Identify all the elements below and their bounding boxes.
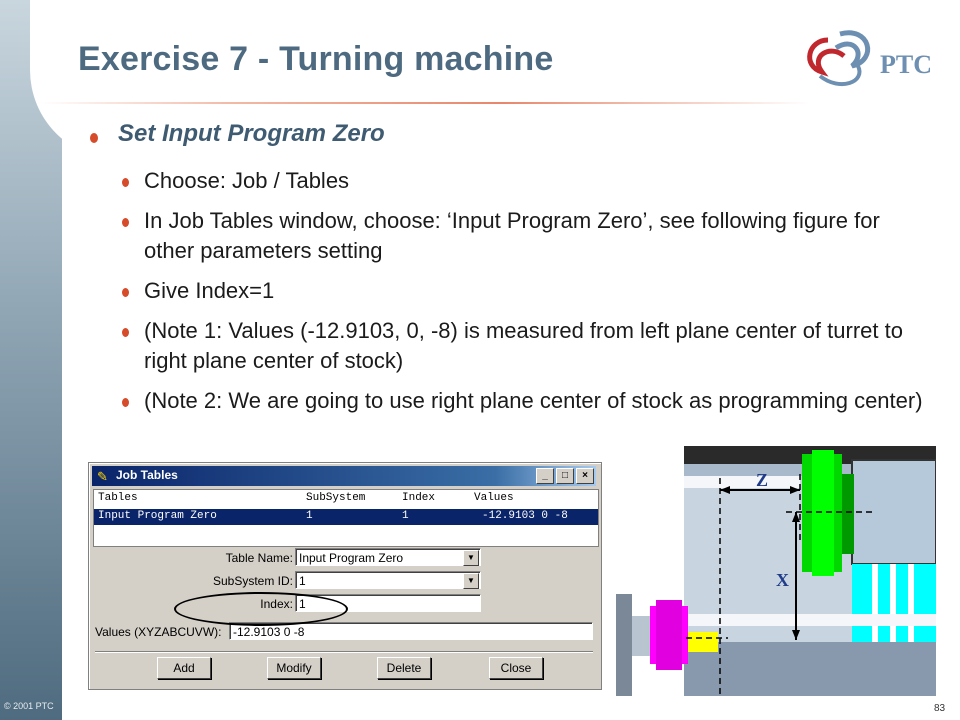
add-button[interactable]: Add — [157, 657, 211, 679]
slide-title: Exercise 7 - Turning machine — [78, 40, 554, 78]
button-separator — [95, 651, 593, 653]
bullet-dot-icon — [90, 133, 98, 143]
spindle-housing — [616, 594, 632, 696]
machine-rail-highlight — [684, 476, 800, 488]
index-label: Index: — [260, 597, 293, 611]
slide-content — [88, 120, 928, 426]
table-name-select[interactable] — [295, 548, 481, 566]
window-titlebar[interactable] — [92, 466, 596, 486]
bullet-dot-icon — [122, 218, 129, 227]
machine-base — [684, 642, 936, 696]
close-icon[interactable]: × — [576, 468, 594, 484]
x-label: X — [776, 570, 789, 590]
sub-bullet — [88, 166, 928, 196]
window-app-icon: ✎ — [97, 469, 108, 484]
chevron-down-icon[interactable]: ▼ — [463, 573, 479, 589]
cell-values: -12.9103 0 -8 — [482, 510, 568, 522]
sub-bullet — [88, 276, 928, 306]
bullet-dot-icon — [122, 328, 129, 337]
sub-bullet-text: Give Index=1 — [144, 278, 275, 303]
col-header-index[interactable]: Index — [402, 492, 436, 504]
col-header-tables[interactable]: Tables — [98, 492, 138, 504]
tables-list[interactable] — [93, 489, 599, 547]
values-label: Values (XYZABCUVW): — [95, 625, 222, 639]
machine-right-block — [852, 460, 936, 564]
cell-index: 1 — [402, 510, 409, 522]
sub-bullet-text: In Job Tables window, choose: ‘Input Program Zero’, see following figure for other parameters setting — [144, 208, 880, 263]
index-highlight-ellipse — [174, 592, 348, 626]
window-title: Job Tables — [116, 468, 178, 482]
cell-table: Input Program Zero — [98, 510, 217, 522]
col-header-subsystem[interactable]: SubSystem — [306, 492, 366, 504]
main-bullet-text: Set Input Program Zero — [118, 120, 385, 147]
cyan-stripe — [872, 564, 878, 644]
index-value: 1 — [299, 597, 306, 611]
stock-yellow — [688, 632, 718, 652]
z-label: Z — [756, 470, 769, 490]
tables-list-header — [94, 491, 598, 507]
page-number: 83 — [934, 703, 946, 714]
cell-subsystem: 1 — [306, 510, 313, 522]
table-name-label: Table Name: — [225, 551, 293, 565]
cyan-stripe — [890, 564, 896, 644]
main-bullet — [88, 120, 928, 148]
window-controls — [536, 468, 594, 484]
turning-machine-figure — [616, 446, 936, 696]
copyright: © 2001 PTC — [4, 701, 54, 711]
chevron-down-icon[interactable]: ▼ — [463, 550, 479, 566]
sub-bullet-text: Choose: Job / Tables — [144, 168, 350, 193]
subsystem-select[interactable] — [295, 571, 481, 589]
modify-button[interactable]: Modify — [267, 657, 321, 679]
bullet-dot-icon — [122, 288, 129, 297]
job-tables-window — [88, 462, 602, 690]
sub-bullet-text: (Note 1: Values (-12.9103, 0, -8) is measured from left plane center of turret to right plane center of stock) — [144, 318, 903, 373]
cyan-stripe — [908, 564, 914, 644]
col-header-values[interactable]: Values — [474, 492, 514, 504]
title-divider — [40, 102, 810, 104]
chuck-magenta — [650, 600, 688, 670]
bullet-dot-icon — [122, 398, 129, 407]
values-value: -12.9103 0 -8 — [233, 625, 305, 639]
sub-bullet — [88, 206, 928, 266]
subsystem-label: SubSystem ID: — [212, 574, 293, 588]
sub-bullet-text: (Note 2: We are going to use right plane center of stock as programming center) — [144, 388, 923, 413]
table-row[interactable] — [94, 509, 598, 525]
machine-rail-lower — [684, 614, 936, 626]
subsystem-value: 1 — [299, 574, 306, 588]
ptc-logo-text: PTC — [880, 50, 932, 79]
minimize-icon[interactable]: _ — [536, 468, 554, 484]
bullet-dot-icon — [122, 178, 129, 187]
sub-bullet — [88, 316, 928, 376]
sub-bullet — [88, 386, 928, 416]
maximize-icon[interactable]: □ — [556, 468, 574, 484]
close-button[interactable]: Close — [489, 657, 543, 679]
delete-button[interactable]: Delete — [377, 657, 431, 679]
table-name-value: Input Program Zero — [299, 551, 404, 565]
